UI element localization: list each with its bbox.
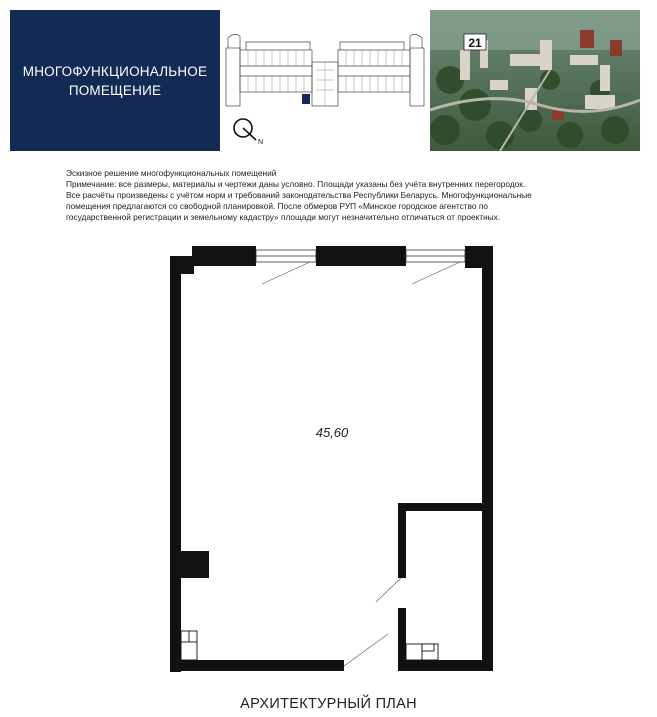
- shaft-fixture-left: [181, 631, 197, 660]
- entrance-door-swing: [344, 634, 388, 666]
- note-line: Все расчёты произведены с учётом норм и требований законодательства Республики Беларусь. Многофункциональные: [66, 190, 532, 201]
- bathroom-door-swing: [376, 578, 401, 602]
- title-line-1: МНОГОФУНКЦИОНАЛЬНОЕ: [22, 63, 208, 79]
- compass-icon: [234, 119, 256, 140]
- plan-caption: АРХИТЕКТУРНЫЙ ПЛАН: [240, 696, 417, 712]
- building-key-plan: [222, 10, 428, 151]
- window-right: [406, 250, 465, 262]
- title-line-2: ПОМЕЩЕНИЕ: [68, 82, 162, 98]
- title-banner: [10, 10, 220, 151]
- aerial-view-image: [430, 10, 640, 151]
- room-area-label: 45,60: [315, 425, 349, 440]
- highlighted-unit: [302, 94, 310, 104]
- building-number-label: 21: [468, 36, 482, 50]
- note-line: помещения предлагаются со свободной планировкой. После обмеров РУП «Минское городское агентство по: [66, 201, 488, 212]
- note-line: Эскизное решение многофункциональных помещений: [66, 168, 277, 178]
- note-line: государственной регистрации и земельному кадастру» площади могут незначительно отличаться от проектных.: [66, 212, 501, 223]
- window-left: [256, 250, 316, 262]
- note-line: Примечание: все размеры, материалы и чертежи даны условно. Площади указаны без учёта внутренних перегородок.: [66, 179, 526, 190]
- compass-north-label: N: [258, 139, 264, 146]
- floor-plan: [160, 238, 500, 683]
- shaft-fixture-bathroom: [406, 644, 438, 660]
- notes-block: [66, 168, 626, 223]
- plan-walls: [170, 246, 493, 672]
